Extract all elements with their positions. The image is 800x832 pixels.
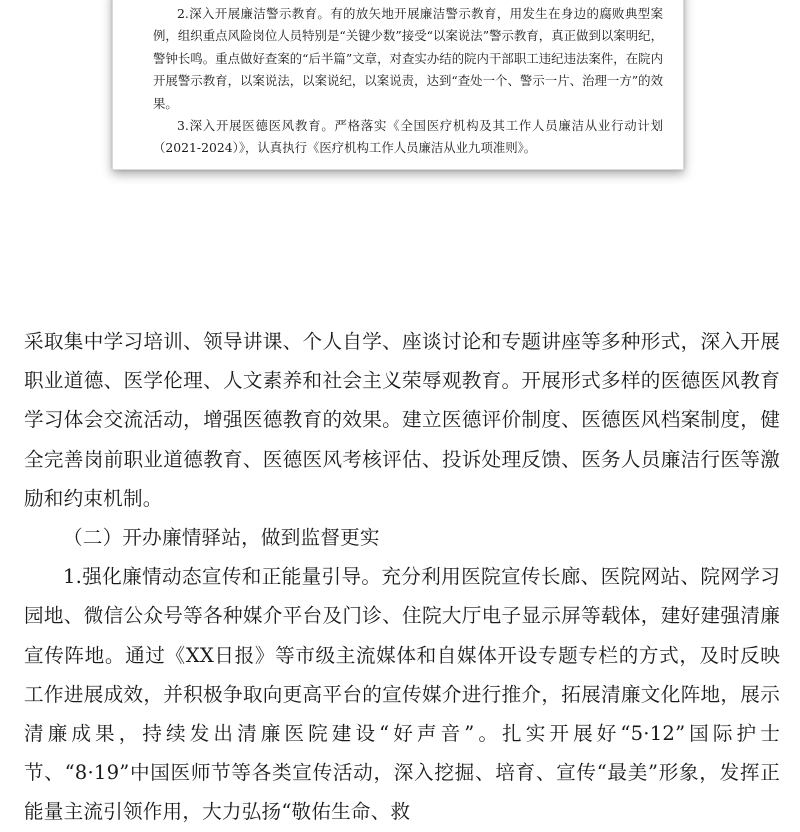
body-paragraph-2: 1.强化廉情动态宣传和正能量引导。充分利用医院宣传长廊、医院网站、院网学习园地、微信公众号等各种媒介平台及门诊、住院大厅电子显示屏等载体，建好建强清廉宣传阵地。通过《XX日报》等市级主流媒体和自媒体开设专题专栏的方式，及时反映工作进展成效，并积极争取向更高平台的宣传媒介进行推介，拓展清廉文化阵地，展示清廉成果，持续发出清廉医院建设“好声音”。扎实开展好“5·12”国际护士节、“8·19”中国医师节等各类宣传活动，深入挖掘、培育、宣传“最美”形象，发挥正能量主流引领作用，大力弘扬“敬佑生命、救 — [24, 565, 780, 824]
excerpt-paragraph-3: 3.深入开展医德医风教育。严格落实《全国医疗机构及其工作人员廉洁从业行动计划（2021-2024）》，认真执行《医疗机构工作人员廉洁从业九项准则》。 — [153, 118, 663, 156]
section-heading: （二）开办廉情驿站，做到监督更实 — [63, 526, 380, 550]
document-body — [24, 322, 780, 832]
excerpt-card — [112, 0, 684, 170]
body-paragraph-1: 采取集中学习培训、领导讲课、个人自学、座谈讨论和专题讲座等多种形式，深入开展职业道德、医学伦理、人文素养和社会主义荣辱观教育。开展形式多样的医德医风教育学习体会交流活动，增强医德教育的效果。建立医德评价制度、医德医风档案制度，健全完善岗前职业道德教育、医德医风考核评估、投诉处理反馈、医务人员廉洁行医等激励和约束机制。 — [24, 330, 780, 510]
excerpt-paragraph-2: 2.深入开展廉洁警示教育。有的放矢地开展廉洁警示教育，用发生在身边的腐败典型案例，组织重点风险岗位人员特别是“关键少数”接受“以案说法”警示教育，真正做到以案明纪，警钟长鸣。重点做好查案的“后半篇”文章，对查实办结的院内干部职工违纪违法案件，在院内开展警示教育，以案说法，以案说纪，以案说责，达到“查处一个、警示一片、治理一方”的效果。 — [153, 6, 663, 111]
